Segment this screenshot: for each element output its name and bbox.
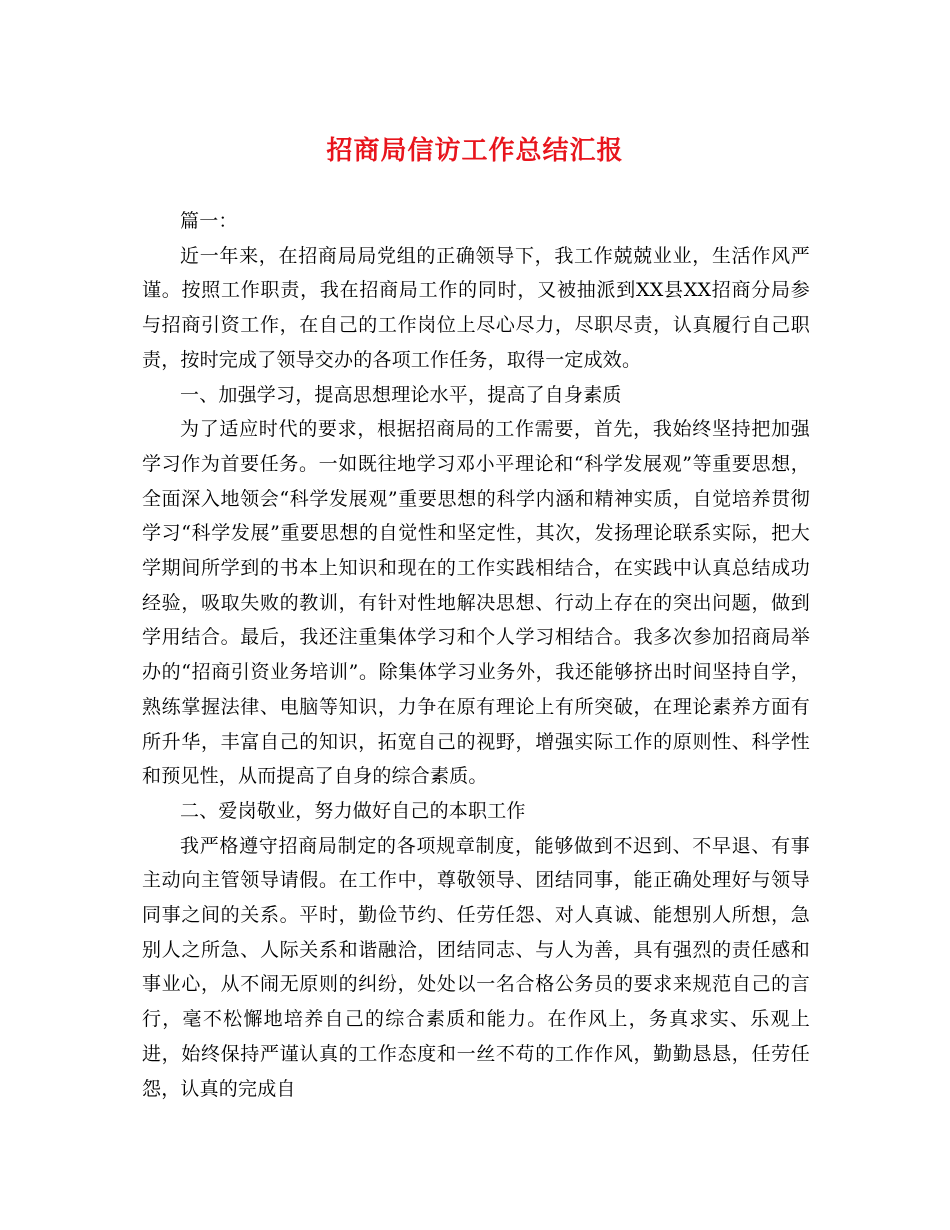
section-label: 篇一：	[180, 210, 238, 232]
section-heading-1: 一、加强学习，提高思想理论水平，提高了自身素质	[180, 383, 622, 406]
intro-paragraph: 近一年来，在招商局局党组的正确领导下，我工作兢兢业业，生活作风严谨。按照工作职责，我在招商局工作的同时，又被抽派到XX县XX招商分局参与招商引资工作，在自己的工作岗位上尽心尽力，尽职尽责，认真履行自己职责，按时完成了领导交办的各项工作任务，取得一定成效。	[142, 244, 810, 371]
section-heading-2: 二、爱岗敬业，努力做好自己的本职工作	[180, 799, 526, 822]
section-1-paragraph: 为了适应时代的要求，根据招商局的工作需要，首先，我始终坚持把加强学习作为首要任务。一如既往地学习邓小平理论和“科学发展观”等重要思想，全面深入地领会“科学发展观”重要思想的科学内涵和精神实质，自觉培养贯彻学习“科学发展”重要思想的自觉性和坚定性，其次，发扬理论联系实际，把大学期间所学到的书本上知识和现在的工作实践相结合，在实践中认真总结成功经验，吸取失败的教训，有针对性地解决思想、行动上存在的突出问题，做到学用结合。最后，我还注重集体学习和个人学习相结合。我多次参加招商局举办的“招商引资业务培训”。除集体学习业务外，我还能够挤出时间坚持自学，熟练掌握法律、电脑等知识，力争在原有理论上有所突破，在理论素养方面有所升华，丰富自己的知识，拓宽自己的视野，增强实际工作的原则性、科学性和预见性，从而提高了自身的综合素质。	[142, 418, 810, 788]
section-2-paragraph: 我严格遵守招商局制定的各项规章制度，能够做到不迟到、不早退、有事主动向主管领导请假。在工作中，尊敬领导、团结同事，能正确处理好与领导同事之间的关系。平时，勤俭节约、任劳任怨、对人真诚、能想别人所想，急别人之所急、人际关系和谐融洽，团结同志、与人为善，具有强烈的责任感和事业心，从不闹无原则的纠纷，处处以一名合格公务员的要求来规范自己的言行，毫不松懈地培养自己的综合素质和能力。在作风上，务真求实、乐观上进，始终保持严谨认真的工作态度和一丝不苟的工作作风，勤勤恳恳，任劳任怨，认真的完成自	[142, 834, 810, 1100]
document-body	[142, 204, 810, 1106]
document-title: 招商局信访工作总结汇报	[326, 136, 624, 166]
